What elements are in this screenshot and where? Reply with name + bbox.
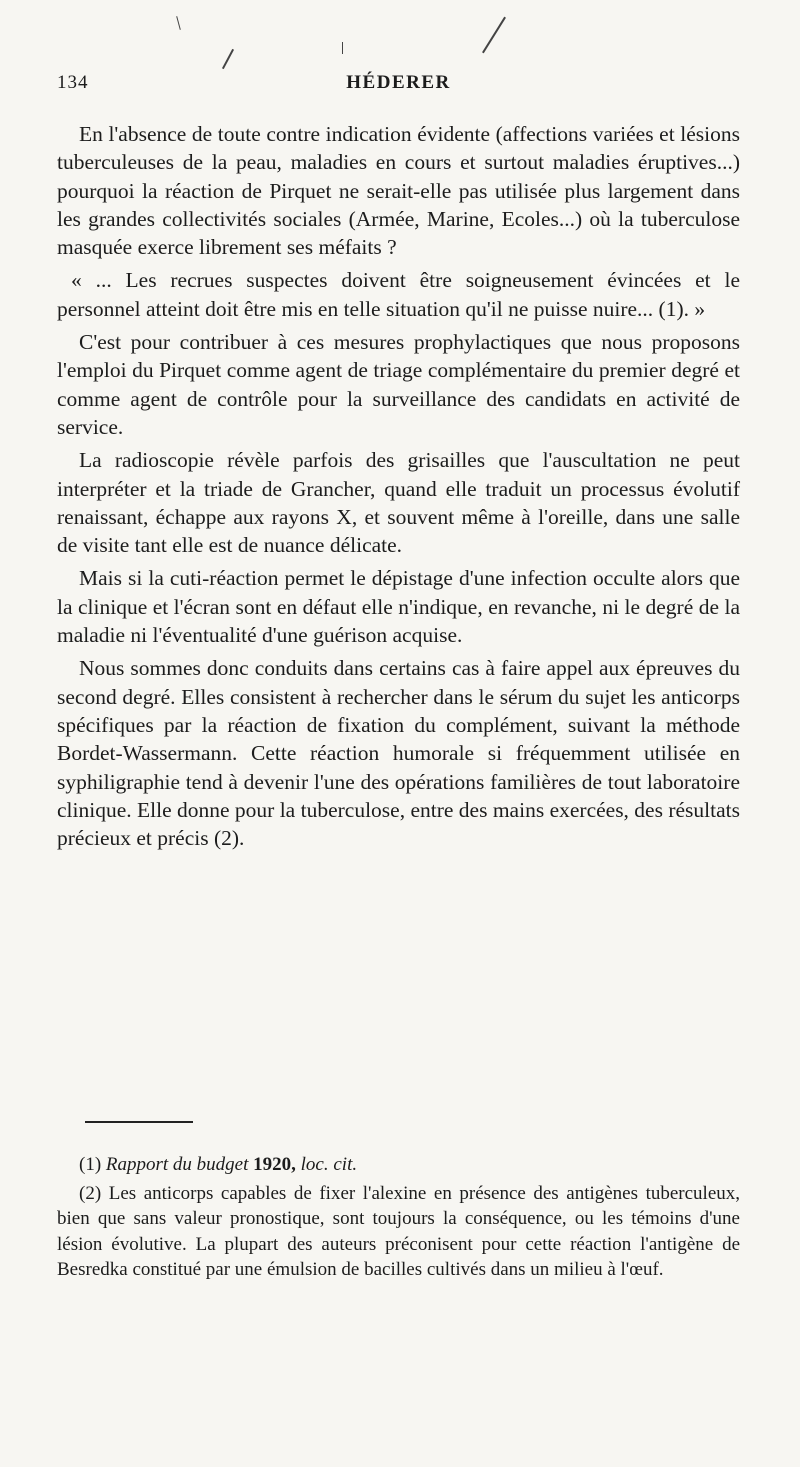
ink-stroke <box>342 42 343 54</box>
ink-stroke <box>222 49 234 69</box>
paragraph-4: La radioscopie révèle parfois des grisailles que l'auscultation ne peut interpréter et la triade de Grancher, quand elle traduit un processus évolutif renaissant, échappe aux rayons X, et souvent même à l'oreille, dans une salle de visite tant elle est de nuance délicate. <box>57 448 740 558</box>
ink-stroke <box>482 17 506 54</box>
footnote-1-year: 1920, <box>248 1154 301 1175</box>
footnote-2-text: Les anticorps capables de fixer l'alexine en présence des antigènes tuberculeux, bien que sans valeur pronostique, sont toujours la conséquence, ou les témoins d'une lésion évolutive. La plupart des auteurs préconisent pour cette réaction l'antigène de Besredka constitué par une émulsion de bacilles cultivés dans un milieu à l'œuf. <box>57 1183 740 1280</box>
footnote-1-ref: loc. cit. <box>300 1154 358 1175</box>
footnote-1-marker: (1) <box>79 1154 106 1175</box>
paragraph-5: Mais si la cuti-réaction permet le dépistage d'une infection occulte alors que la clinique et l'écran sont en défaut elle n'indique, en revanche, ni le degré de la maladie ni l'éventualité d'une guérison acquise. <box>57 566 740 648</box>
running-head <box>57 72 740 100</box>
paragraph-quote: « ... Les recrues suspectes doivent être soigneusement évincées et le personnel atteint doit être mis en telle situation qu'il ne puisse nuire... (1). » <box>57 268 740 321</box>
footnote-1 <box>57 1152 740 1177</box>
page-number: 134 <box>57 72 89 93</box>
ink-stroke <box>176 16 181 30</box>
footnote-2-marker: (2) <box>79 1183 109 1205</box>
footnote-divider <box>85 1121 193 1123</box>
paragraph-6: Nous sommes donc conduits dans certains cas à faire appel aux épreuves du second degré. Elles consistent à rechercher dans le sérum du sujet les anticorps spécifiques par la réaction de fixation du complément, suivant la méthode Bordet-Wassermann. Cette réaction humorale si fréquemment utilisée en syphiligraphie tend à devenir l'une des opérations familières de tout laboratoire clinique. Elle donne pour la tuberculose, entre des mains exercées, des résultats précieux et précis (2). <box>57 656 740 851</box>
footnote-1-source: Rapport du budget <box>105 1154 249 1175</box>
paragraph-1: En l'absence de toute contre indication évidente (affections variées et lésions tuberculeuses de la peau, maladies en cours et surtout maladies éruptives...) pourquoi la réaction de Pirquet ne serait-elle pas utilisée plus largement dans les grandes collectivités sociales (Armée, Marine, Ecoles...) où la tuberculose masquée exerce librement ses méfaits ? <box>57 122 740 260</box>
main-text <box>57 120 740 857</box>
footnote-2 <box>57 1181 740 1282</box>
running-head-author: HÉDERER <box>346 72 451 93</box>
footnotes <box>57 1152 740 1286</box>
paragraph-3: C'est pour contribuer à ces mesures prophylactiques que nous proposons l'emploi du Pirquet comme agent de triage complémentaire du premier degré et comme agent de contrôle pour la surveillance des candidats en activité de service. <box>57 330 740 439</box>
